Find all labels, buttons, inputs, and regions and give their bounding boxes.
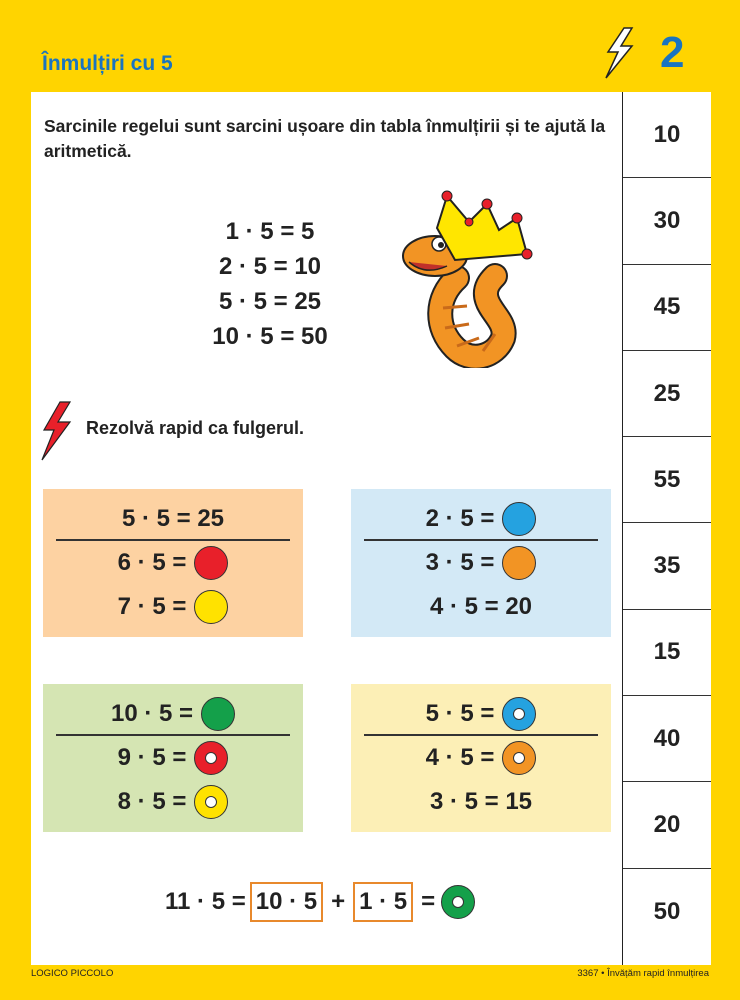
answer-cell[interactable]: 20: [623, 782, 711, 868]
page-number: 2: [660, 28, 685, 77]
equation-row: [351, 587, 611, 627]
equation-part-box: 1 · 5: [353, 882, 413, 922]
equation-text: 7 · 5 =: [117, 593, 187, 620]
footer-brand: LOGICO PICCOLO: [31, 968, 114, 979]
answer-cell[interactable]: 35: [623, 523, 711, 609]
answer-cell[interactable]: 10: [623, 92, 711, 178]
equation-left: 11 · 5 =: [165, 888, 246, 915]
answer-circle[interactable]: [194, 785, 228, 819]
box-divider: [56, 734, 290, 736]
exercise-box: [43, 684, 303, 832]
answer-cell[interactable]: 15: [623, 610, 711, 696]
equation-text: 2 · 5 =: [425, 505, 495, 532]
equation-row: [351, 738, 611, 778]
box-divider: [364, 539, 598, 541]
answer-circle[interactable]: [194, 546, 228, 580]
equation-row: [43, 587, 303, 627]
example-equation: 5 · 5 = 25: [218, 288, 322, 315]
answer-circle[interactable]: [502, 502, 536, 536]
equation-text: 9 · 5 =: [117, 744, 187, 771]
equation-text: 4 · 5 =: [425, 744, 495, 771]
answer-cell[interactable]: 45: [623, 265, 711, 351]
bottom-equation: [165, 882, 475, 922]
lightning-icon: [40, 400, 74, 462]
equation-part-box: 10 · 5: [250, 882, 323, 922]
page-title: Înmulțiri cu 5: [42, 52, 173, 75]
answer-circle[interactable]: [441, 885, 475, 919]
instruction-text: Rezolvă rapid ca fulgerul.: [86, 418, 305, 438]
answer-circle[interactable]: [502, 697, 536, 731]
answer-cell[interactable]: 40: [623, 696, 711, 782]
answer-circle[interactable]: [502, 741, 536, 775]
answer-column: [622, 92, 711, 965]
example-equation: 1 · 5 = 5: [225, 218, 315, 245]
equation-row: [351, 499, 611, 539]
equation-text: 4 · 5 = 20: [429, 593, 533, 620]
equation-row: [351, 782, 611, 822]
equation-text: 5 · 5 = 25: [121, 505, 225, 532]
lightning-icon: [602, 26, 636, 80]
equation-text: 10 · 5 =: [110, 700, 194, 727]
equation-row: [43, 738, 303, 778]
equation-row: [43, 694, 303, 734]
equals-sign: =: [421, 888, 436, 915]
equation-text: 3 · 5 =: [425, 549, 495, 576]
footer-series: 3367 • Învățăm rapid înmulțirea: [577, 968, 709, 979]
equation-text: 3 · 5 = 15: [429, 788, 533, 815]
answer-circle[interactable]: [502, 546, 536, 580]
equation-row: [351, 694, 611, 734]
equation-text: 8 · 5 =: [117, 788, 187, 815]
intro-text: Sarcinile regelui sunt sarcini ușoare din tabla înmulțirii și te ajută la aritmetică.: [44, 116, 606, 161]
example-equation: 10 · 5 = 50: [212, 323, 328, 350]
box-divider: [56, 539, 290, 541]
equation-row: [351, 543, 611, 583]
example-equations: [180, 214, 360, 354]
equation-row: [43, 782, 303, 822]
example-equation: 2 · 5 = 10: [218, 253, 322, 280]
answer-circle[interactable]: [201, 697, 235, 731]
equation-row: [43, 543, 303, 583]
plus-sign: +: [331, 888, 346, 915]
answer-cell[interactable]: 50: [653, 897, 681, 925]
answer-circle[interactable]: [194, 741, 228, 775]
answer-cell[interactable]: 30: [623, 178, 711, 264]
box-divider: [364, 734, 598, 736]
answer-cell[interactable]: 25: [623, 351, 711, 437]
equation-row: [43, 499, 303, 539]
exercise-box: [351, 684, 611, 832]
equation-text: 6 · 5 =: [117, 549, 187, 576]
snake-king-illustration: [395, 188, 545, 368]
equation-text: 5 · 5 =: [425, 700, 495, 727]
exercise-box: [351, 489, 611, 637]
exercise-box: [43, 489, 303, 637]
answer-cell[interactable]: 55: [623, 437, 711, 523]
answer-circle[interactable]: [194, 590, 228, 624]
